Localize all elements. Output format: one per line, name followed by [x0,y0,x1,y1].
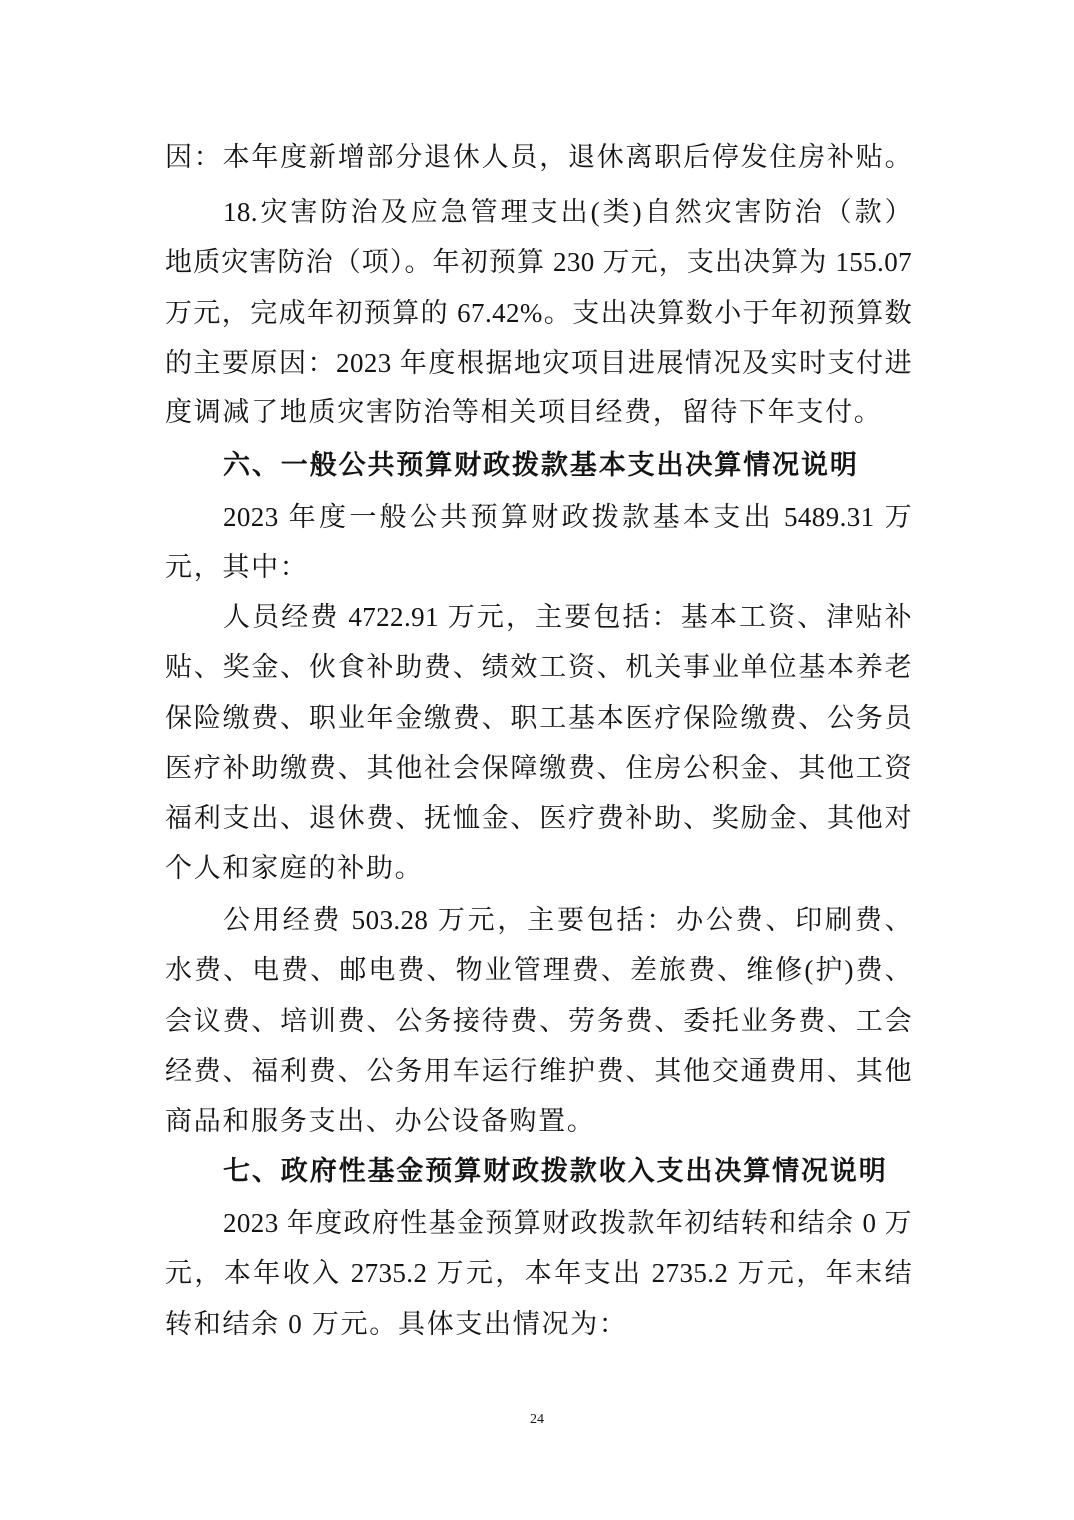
body-text-line: 会议费、培训费、公务接待费、劳务费、委托业务费、工会 [165,1006,912,1036]
body-text-line: 个人和家庭的补助。 [165,853,424,883]
body-text-line: 转和结余 0 万元。具体支出情况为： [165,1309,628,1339]
body-text-line: 的主要原因：2023 年度根据地灾项目进展情况及实时支付进 [165,348,912,378]
body-text-line: 18.灾害防治及应急管理支出(类)自然灾害防治（款） [223,197,912,227]
body-text-line: 水费、电费、邮电费、物业管理费、差旅费、维修(护)费、 [165,955,912,985]
page-number: 24 [530,1412,544,1427]
section-heading: 七、政府性基金预算财政拨款收入支出决算情况说明 [223,1156,888,1186]
section-heading: 六、一般公共预算财政拨款基本支出决算情况说明 [223,450,859,480]
body-text-line: 医疗补助缴费、其他社会保障缴费、住房公积金、其他工资 [165,753,912,783]
body-text-line: 2023 年度一般公共预算财政拨款基本支出 5489.31 万 [223,502,912,532]
body-text-line: 经费、福利费、公务用车运行维护费、其他交通费用、其他 [165,1056,912,1086]
body-text-line: 因：本年度新增部分退休人员，退休离职后停发住房补贴。 [165,142,912,172]
body-text-line: 商品和服务支出、办公设备购置。 [165,1106,596,1136]
body-text-line: 2023 年度政府性基金预算财政拨款年初结转和结余 0 万 [223,1208,912,1238]
body-text-line: 人员经费 4722.91 万元，主要包括：基本工资、津贴补 [223,602,912,632]
body-text-line: 贴、奖金、伙食补助费、绩效工资、机关事业单位基本养老 [165,652,912,682]
body-text-line: 福利支出、退休费、抚恤金、医疗费补助、奖励金、其他对 [165,803,912,833]
body-text-line: 度调减了地质灾害防治等相关项目经费，留待下年支付。 [165,397,883,427]
body-text-line: 保险缴费、职业年金缴费、职工基本医疗保险缴费、公务员 [165,703,912,733]
body-text-line: 公用经费 503.28 万元，主要包括：办公费、印刷费、 [223,905,912,935]
body-text-line: 元，其中： [165,552,309,582]
body-text-line: 万元，完成年初预算的 67.42%。支出决算数小于年初预算数 [165,298,912,328]
body-text-line: 地质灾害防治（项）。年初预算 230 万元，支出决算为 155.07 [165,247,912,277]
body-text-line: 元，本年收入 2735.2 万元，本年支出 2735.2 万元，年末结 [165,1258,912,1288]
